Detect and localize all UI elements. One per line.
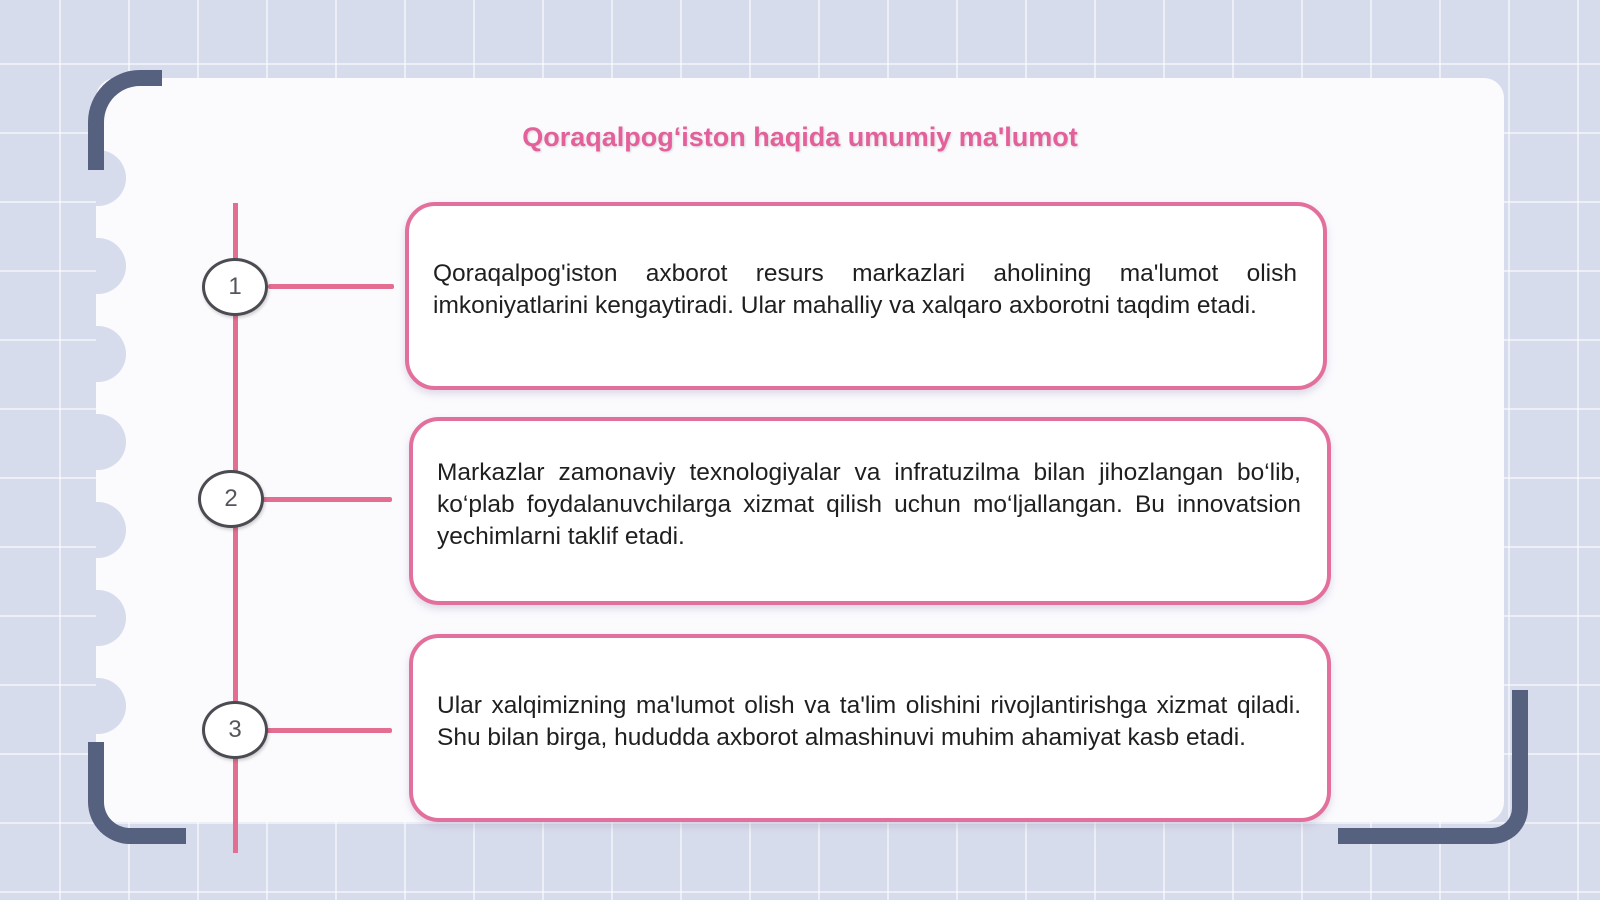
step-number: 1 xyxy=(228,273,242,300)
step-number: 3 xyxy=(228,716,242,743)
slide-title: Qoraqalpogʻiston haqida umumiy ma'lumot xyxy=(522,122,1078,152)
step-number-badge xyxy=(202,258,268,316)
timeline-connector xyxy=(266,728,392,733)
info-box xyxy=(409,417,1331,605)
corner-bracket-bottom-left xyxy=(88,742,186,844)
timeline-connector xyxy=(268,284,394,289)
info-box xyxy=(405,202,1327,390)
corner-bracket-bottom-right xyxy=(1338,690,1528,844)
info-text: Ular xalqimizning ma'lumot olish va ta'lim olishini rivojlantirishga xizmat qiladi. Shu bilan birga, hududda axborot almashinuvi muhim ahamiyat kasb etadi. xyxy=(437,692,1301,751)
info-box xyxy=(409,634,1331,822)
step-number-badge xyxy=(198,470,264,528)
step-number-badge xyxy=(202,701,268,759)
timeline-connector xyxy=(262,497,392,502)
info-text: Markazlar zamonaviy texnologiyalar va infratuzilma bilan jihozlangan bo‘lib, ko‘plab foydalanuvchilarga xizmat qilish uchun mo‘ljallangan. Bu innovatsion yechimlarni taklif etadi. xyxy=(437,459,1301,550)
step-number: 2 xyxy=(224,485,238,512)
info-text: Qoraqalpog'iston axborot resurs markazlari aholining ma'lumot olish imkoniyatlarini kengaytiradi. Ular mahalliy va xalqaro axborotni taqdim etadi. xyxy=(433,260,1297,319)
